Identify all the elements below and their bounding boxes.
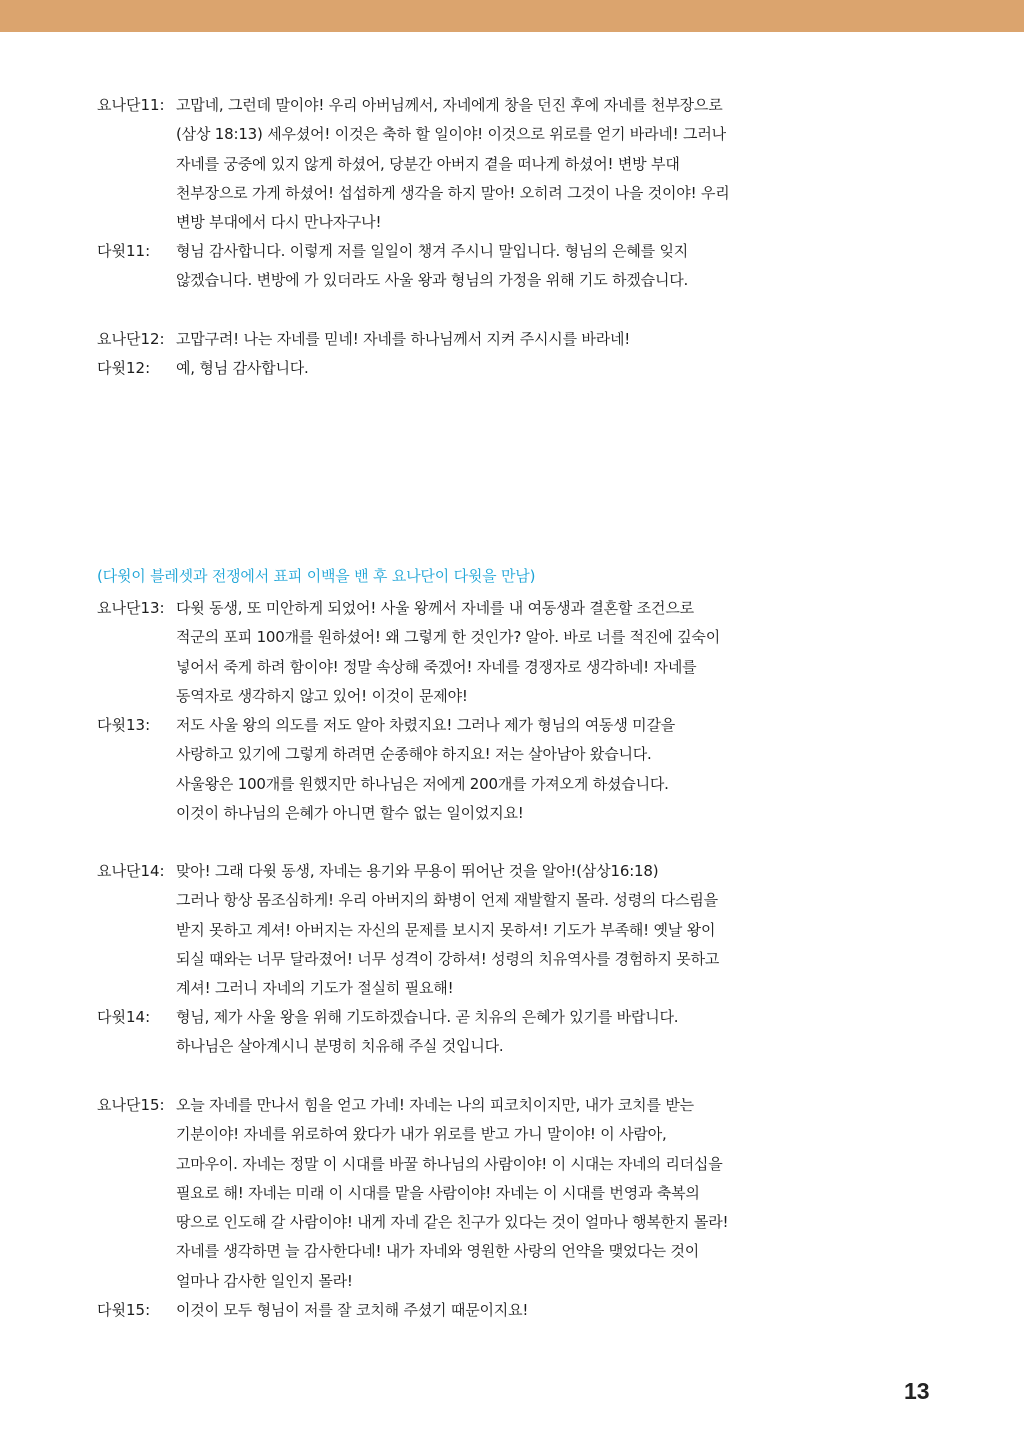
speech-line: 그러나 항상 몸조심하게! 우리 아버지의 화병이 언제 재발할지 몰라. 성령의 다스림을 <box>176 891 718 910</box>
speech-lines <box>176 325 630 354</box>
speech-lines <box>176 1296 528 1325</box>
speech-line: 않겠습니다. 변방에 가 있더라도 사울 왕과 형님의 가정을 위해 기도 하겠습니다. <box>176 271 689 290</box>
speech-lines <box>176 711 675 828</box>
speech-lines <box>176 354 309 383</box>
speech-line: 동역자로 생각하지 않고 있어! 이것이 문제야! <box>176 686 468 705</box>
speech-lines <box>176 594 720 711</box>
speaker-label: 요나단12: <box>97 330 165 348</box>
speech-line: 되실 때와는 너무 달라졌어! 너무 성격이 강하셔! 성령의 치유역사를 경험하지 못하고 <box>176 949 720 968</box>
speech-line: 사랑하고 있기에 그렇게 하려면 순종해야 하지요! 저는 살아남아 왔습니다. <box>176 745 652 764</box>
speech-line: 필요로 해! 자네는 미래 이 시대를 맡을 사람이야! 자네는 이 시대를 번영과 축복의 <box>176 1183 700 1202</box>
header-color-band <box>0 0 1024 32</box>
speech-line: 고맙네, 그런데 말이야! 우리 아버님께서, 자네에게 창을 던진 후에 자네를 천부장으로 <box>176 96 723 114</box>
speech-line: 자네를 생각하면 늘 감사한다네! 내가 자네와 영원한 사랑의 언약을 맺었다는 것이 <box>176 1242 700 1261</box>
speech-line: 이것이 모두 형님이 저를 잘 코치해 주셨기 때문이지요! <box>176 1301 529 1319</box>
speech-line: 형님, 제가 사울 왕을 위해 기도하겠습니다. 곧 치유의 은혜가 있기를 바랍니다. <box>176 1008 679 1026</box>
speech-line: 다윗 동생, 또 미안하게 되었어! 사울 왕께서 자네를 내 여동생과 결혼할 조건으로 <box>176 599 694 617</box>
speech-line: 적군의 포피 100개를 원하셨어! 왜 그렇게 한 것인가? 알아. 바로 너를 적진에 깊숙이 <box>176 628 720 647</box>
speech-line: 고맙구려! 나는 자네를 믿네! 자네를 하나님께서 지켜 주시시를 바라네! <box>176 330 631 348</box>
speaker-label: 다윗14: <box>97 1008 151 1026</box>
speech-line: 사울왕은 100개를 원했지만 하나님은 저에게 200개를 가져오게 하셨습니다. <box>176 774 669 793</box>
scene-direction-note: (다윗이 블레셋과 전쟁에서 표피 이백을 밴 후 요나단이 다윗을 만남) <box>97 567 536 585</box>
speech-line: 넣어서 죽게 하려 함이야! 정말 속상해 죽겠어! 자네를 경쟁자로 생각하네! 자네를 <box>176 657 697 676</box>
speech-line: 예, 형님 감사합니다. <box>176 359 309 377</box>
speech-lines <box>176 91 730 237</box>
speaker-label: 요나단15: <box>97 1096 165 1114</box>
speech-line: 천부장으로 가게 하셨어! 섭섭하게 생각을 하지 말아! 오히려 그것이 나을 것이야! 우리 <box>176 183 730 202</box>
speech-line: 계셔! 그러니 자네의 기도가 절실히 필요해! <box>176 979 454 998</box>
speaker-label: 다윗11: <box>97 242 151 260</box>
speaker-label: 요나단11: <box>97 96 165 114</box>
speaker-label: 다윗15: <box>97 1301 151 1319</box>
speech-line: (삼상 18:13) 세우셨어! 이것은 축하 할 일이야! 이것으로 위로를 얻기 바라네! 그러나 <box>176 125 726 144</box>
speech-line: 하나님은 살아계시니 분명히 치유해 주실 것입니다. <box>176 1037 504 1056</box>
speech-line: 변방 부대에서 다시 만나자구나! <box>176 213 382 232</box>
speech-lines <box>176 857 719 1003</box>
speech-line: 땅으로 인도해 갈 사람이야! 내게 자네 같은 친구가 있다는 것이 얼마나 행복한지 몰라! <box>176 1213 729 1232</box>
page-number: 13 <box>904 1378 930 1404</box>
speech-line: 받지 못하고 계셔! 아버지는 자신의 문제를 보시지 못하셔! 기도가 부족해! 옛날 왕이 <box>176 920 716 939</box>
speech-line: 저도 사울 왕의 의도를 저도 알아 차렸지요! 그러나 제가 형님의 여동생 미갈을 <box>176 716 676 734</box>
speech-line: 오늘 자네를 만나서 힘을 얻고 가네! 자네는 나의 피코치이지만, 내가 코치를 받는 <box>176 1096 694 1114</box>
speech-line: 자네를 궁중에 있지 않게 하셨어, 당분간 아버지 곁을 떠나게 하셨어! 변방 부대 <box>176 154 680 173</box>
speech-lines <box>176 237 688 296</box>
speaker-label: 다윗13: <box>97 716 151 734</box>
speaker-label: 요나단13: <box>97 599 165 617</box>
speech-line: 얼마나 감사한 일인지 몰라! <box>176 1271 353 1290</box>
speech-line: 형님 감사합니다. 이렇게 저를 일일이 챙겨 주시니 말입니다. 형님의 은혜를 잊지 <box>176 242 689 260</box>
speech-lines <box>176 1091 728 1296</box>
speaker-label: 요나단14: <box>97 862 165 880</box>
speech-line: 기분이야! 자네를 위로하여 왔다가 내가 위로를 받고 가니 말이야! 이 사람아, <box>176 1125 667 1144</box>
speech-line: 이것이 하나님의 은혜가 아니면 할수 없는 일이었지요! <box>176 803 524 822</box>
speaker-label: 다윗12: <box>97 359 151 377</box>
speech-lines <box>176 1003 678 1062</box>
speech-line: 고마우이. 자네는 정말 이 시대를 바꿀 하나님의 사람이야! 이 시대는 자네의 리더십을 <box>176 1154 723 1173</box>
speech-line: 맞아! 그래 다윗 동생, 자네는 용기와 무용이 뛰어난 것을 알아!(삼상16:18) <box>176 862 659 880</box>
